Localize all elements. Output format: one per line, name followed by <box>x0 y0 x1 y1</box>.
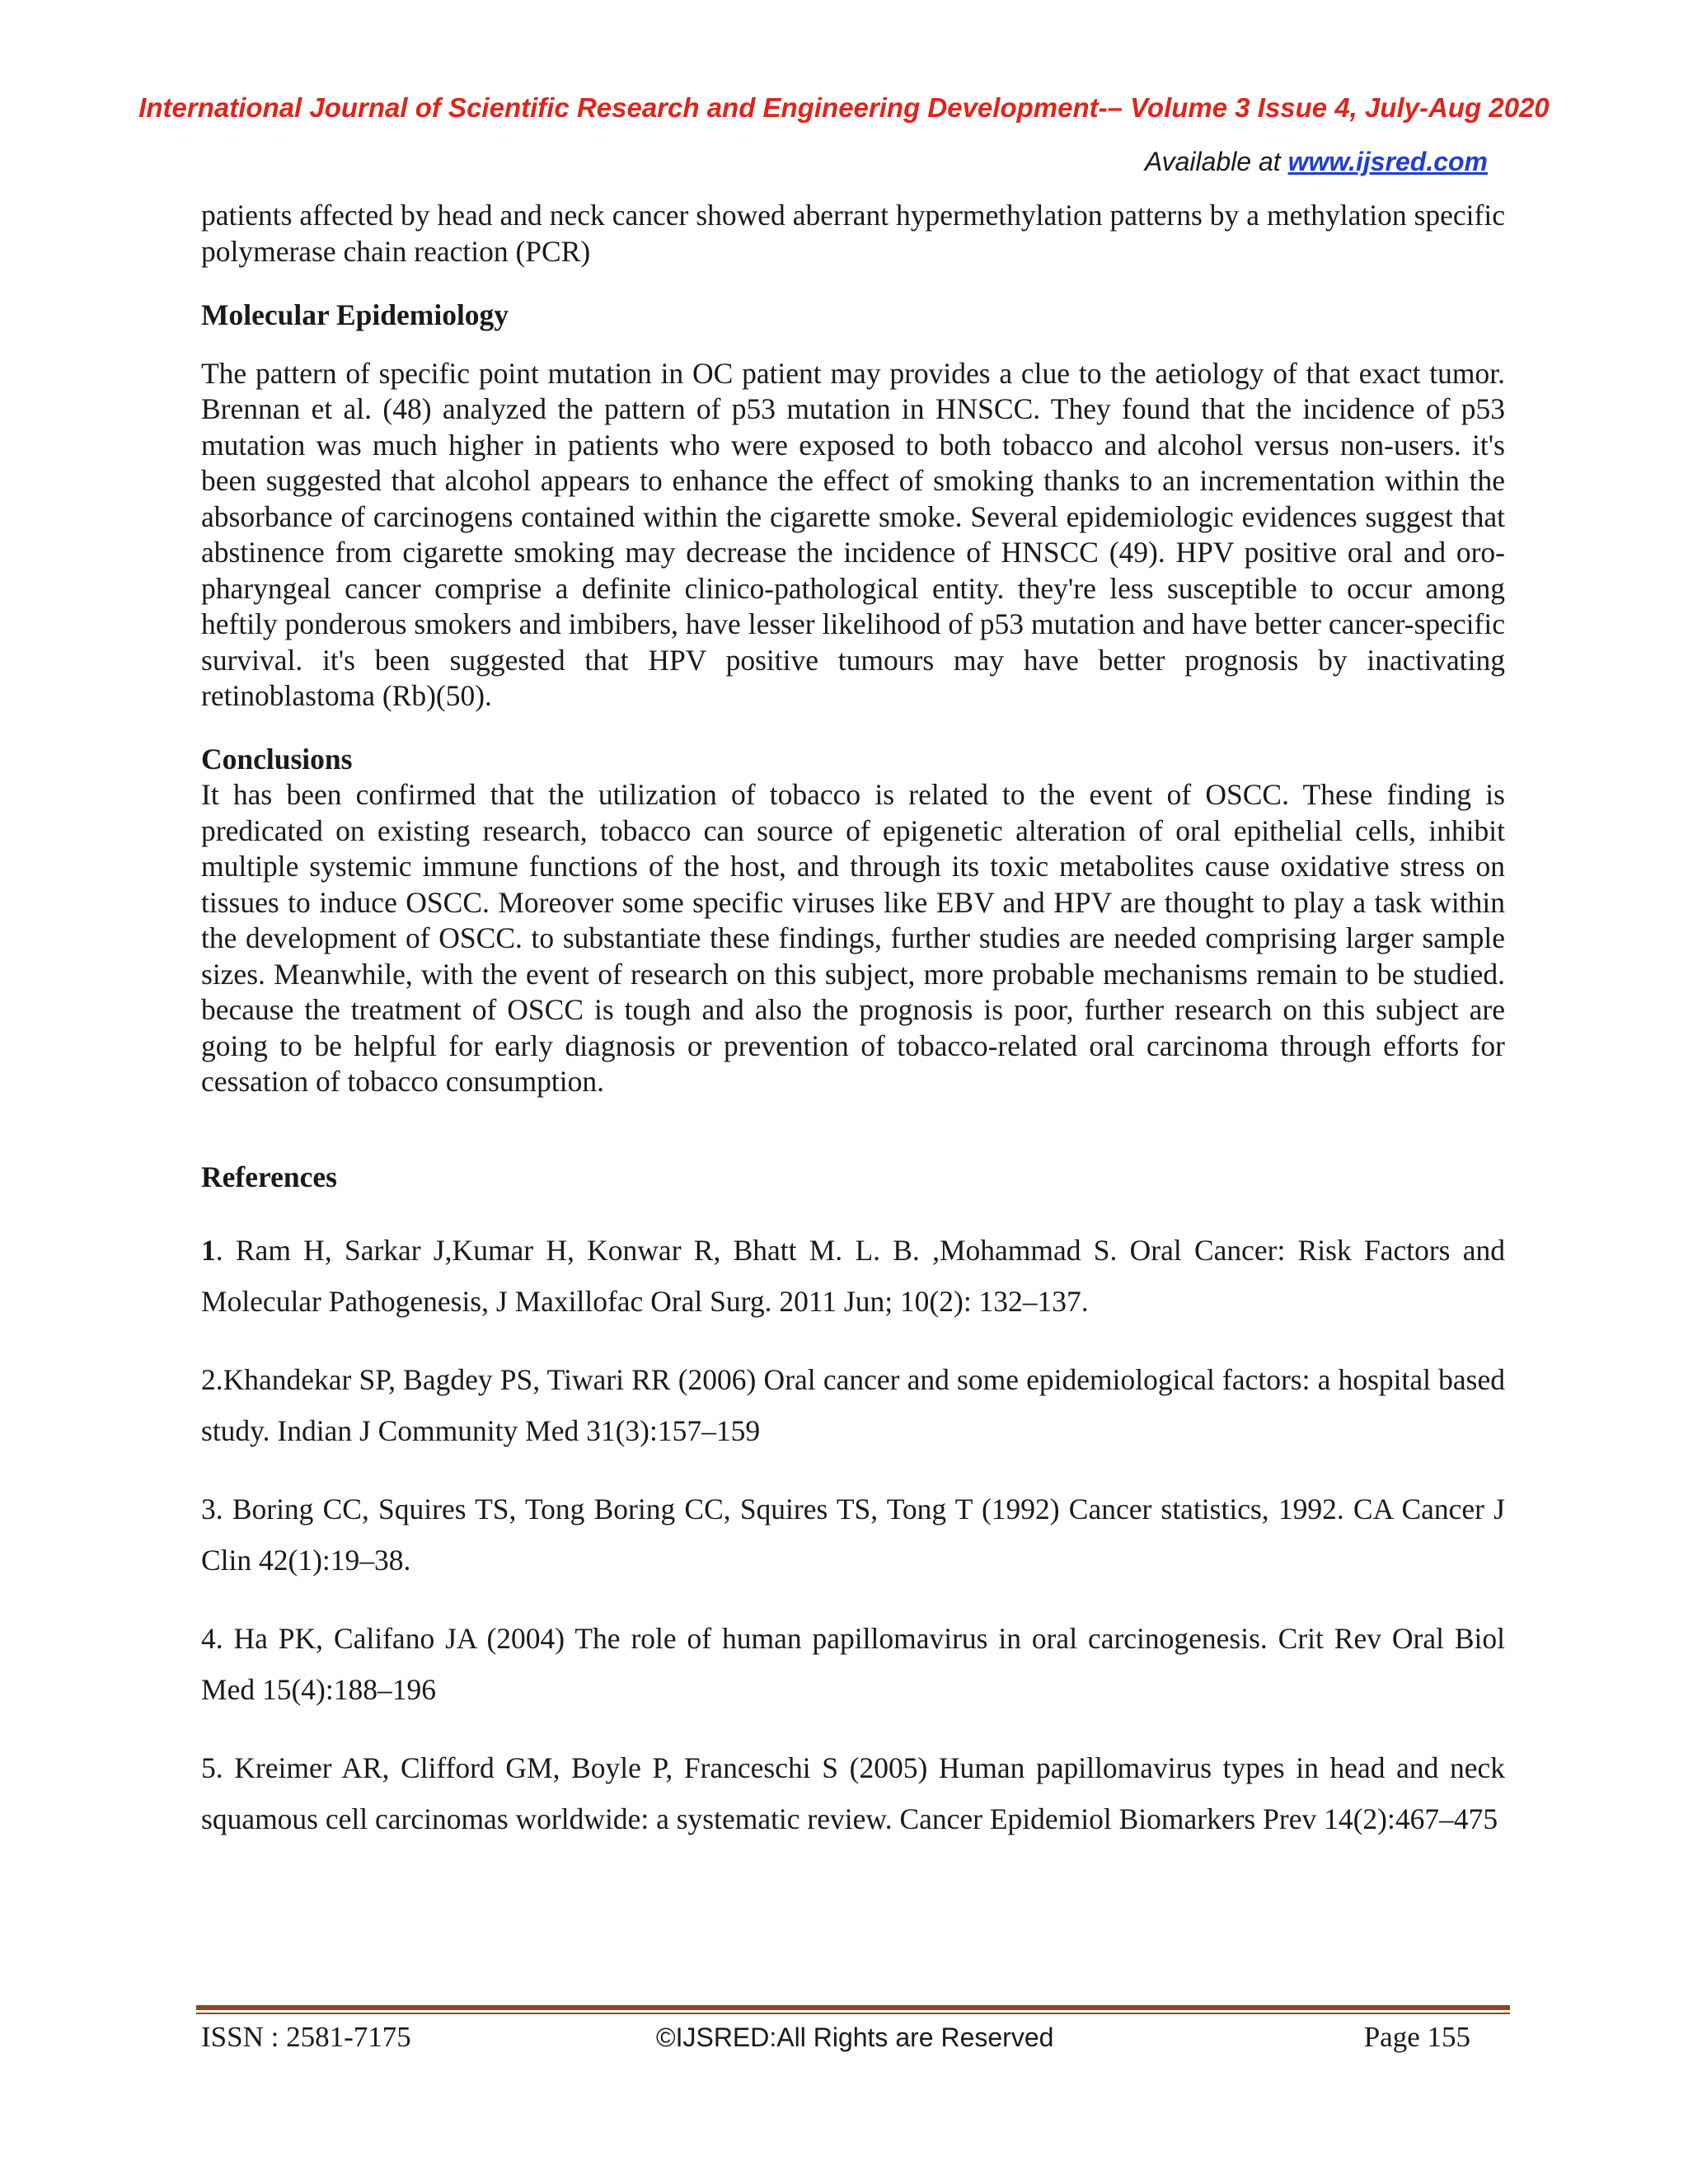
reference-item: 3. Boring CC, Squires TS, Tong Boring CC, Squires TS, Tong T (1992) Cancer statistics, 1992. CA Cancer J Clin 42(1):19–38. <box>201 1493 1505 1577</box>
footer-rights: ©IJSRED:All Rights are Reserved <box>656 2022 1054 2052</box>
intro-paragraph: patients affected by head and neck cancer showed aberrant hypermethylation patterns by a methylation specific polymerase chain reaction (PCR) <box>201 199 1505 268</box>
reference-number: 1 <box>201 1234 216 1267</box>
reference-list <box>201 1225 1505 1844</box>
footer-divider-thin <box>196 2013 1510 2014</box>
section-heading-conclusions: Conclusions <box>201 742 353 776</box>
reference-item: 5. Kreimer AR, Clifford GM, Boyle P, Franceschi S (2005) Human papillomavirus types in head and neck squamous cell carcinomas worldwide: a systematic review. Cancer Epidemiol Biomarkers Prev 14(2):467–475 <box>201 1751 1505 1835</box>
reference-item: 4. Ha PK, Califano JA (2004) The role of human papillomavirus in oral carcinogenesis. Crit Rev Oral Biol Med 15(4):188–196 <box>201 1622 1505 1706</box>
page-content <box>201 198 1505 1844</box>
molecular-epidemiology-paragraph: The pattern of specific point mutation in OC patient may provides a clue to the aetiology of that exact tumor. Brennan et al. (48) analyzed the pattern of p53 mutation in HNSCC. They found that the incidence of p53 mutation was much higher in patients who were exposed to both tobacco and alcohol versus non-users. it's been suggested that alcohol appears to enhance the effect of smoking thanks to an incrementation within the absorbance of carcinogens contained within the cigarette smoke. Several epidemiologic evidences suggest that abstinence from cigarette smoking may decrease the incidence of HNSCC (49). HPV positive oral and oro-pharyngeal cancer comprise a definite clinico-pathological entity. they're less susceptible to occur among heftily ponderous smokers and imbibers, have lesser likelihood of p53 mutation and have better cancer-specific survival. it's been suggested that HPV positive tumours may have better prognosis by inactivating retinoblastoma (Rb)(50). <box>201 356 1505 712</box>
section-heading-references: References <box>201 1160 337 1193</box>
footer-issn: ISSN : 2581-7175 <box>201 2021 411 2053</box>
reference-item: 2.Khandekar SP, Bagdey PS, Tiwari RR (2006) Oral cancer and some epidemiological factors: a hospital based study. Indian J Community Med 31(3):157–159 <box>201 1363 1505 1447</box>
page-footer <box>201 2021 1470 2062</box>
journal-header: International Journal of Scientific Research and Engineering Development-– Volume 3 Issue 4, July-Aug 2020 <box>138 92 1550 123</box>
footer-divider-thick <box>196 2005 1510 2010</box>
footer-page-number: Page 155 <box>1363 2021 1470 2053</box>
conclusions-paragraph: It has been confirmed that the utilization of tobacco is related to the event of OSCC. These finding is predicated on existing research, tobacco can source of epigenetic alteration of oral epithelial cells, inhibit multiple systemic immune functions of the host, and through its toxic metabolites cause oxidative stress on tissues to induce OSCC. Moreover some specific viruses like EBV and HPV are thought to play a task within the development of OSCC. to substantiate these findings, further studies are needed comprising larger sample sizes. Meanwhile, with the event of research on this subject, more probable mechanisms remain to be studied. because the treatment of OSCC is tough and also the prognosis is poor, further research on this subject are going to be helpful for early diagnosis or prevention of tobacco-related oral carcinoma through efforts for cessation of tobacco consumption. <box>201 778 1505 1098</box>
reference-text: . Ram H, Sarkar J,Kumar H, Konwar R, Bhatt M. L. B. ,Mohammad S. Oral Cancer: Risk Factors and Molecular Pathogenesis, J Maxillofac Oral Surg. 2011 Jun; 10(2): 132–137. <box>201 1234 1505 1318</box>
section-heading-molecular-epidemiology: Molecular Epidemiology <box>201 298 509 331</box>
available-prefix: Available at <box>1144 147 1288 176</box>
journal-website-link[interactable]: www.ijsred.com <box>1287 147 1488 176</box>
reference-item <box>201 1225 1505 1327</box>
availability-line <box>1145 147 1488 177</box>
